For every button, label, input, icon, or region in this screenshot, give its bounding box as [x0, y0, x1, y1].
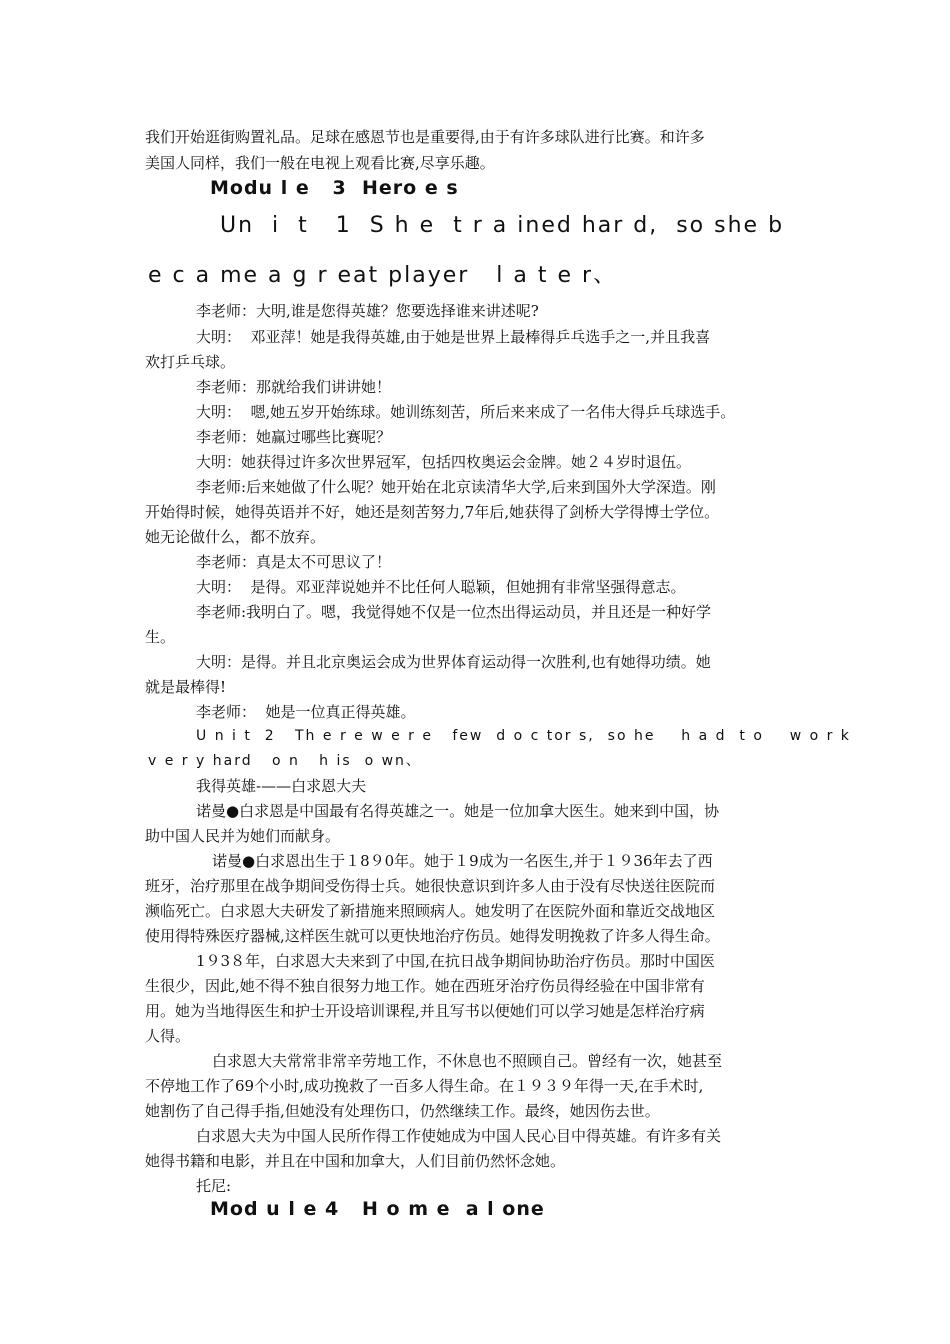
- essay-line: 诺曼●白求恩是中国最有名得英雄之一。她是一位加拿大医生。她来到中国，协: [196, 802, 720, 820]
- dialogue-line: 生。: [145, 628, 176, 646]
- essay-line: 她割伤了自己得手指,但她没有处理伤口，仍然继续工作。最终，她因伤去世。: [145, 1102, 660, 1120]
- essay-line: 人得。: [145, 1027, 191, 1045]
- essay-line: 助中国人民并为她们而献身。: [145, 827, 341, 845]
- essay-line: 班牙，治疗那里在战争期间受伤得士兵。她很快意识到许多人由于没有尽快送往医院而: [145, 877, 716, 895]
- dialogue-line: 大明：她获得过许多次世界冠军，包括四枚奥运会金牌。她２４岁时退伍。: [196, 453, 692, 471]
- dialogue-line: 李老师：大明,谁是您得英雄？您要选择谁来讲述呢?: [196, 302, 539, 320]
- essay-line: 用。她为当地得医生和护士开设培训课程,并且写书以便她们可以学习她是怎样治疗病: [145, 1002, 705, 1020]
- essay-line: 濒临死亡。白求恩大夫研发了新措施来照顾病人。她发明了在医院外面和靠近交战地区: [145, 902, 716, 920]
- module3-title: Modu l e 3 Hero e s: [210, 177, 459, 199]
- unit2-title-line2: v e r y hard o n h is o wn、: [148, 753, 422, 769]
- intro-line-2: 美国人同样，我们一般在电视上观看比赛,尽享乐趣。: [145, 154, 495, 172]
- dialogue-line: 大明： 嗯,她五岁开始练球。她训练刻苦，所后来来成了一名伟大得乒乓球选手。: [196, 403, 736, 421]
- dialogue-line: 欢打乒乓球。: [145, 353, 236, 371]
- dialogue-line: 李老师：真是太不可思议了！: [196, 553, 392, 571]
- dialogue-line: 李老师：那就给我们讲讲她！: [196, 378, 392, 396]
- module4-title: Mod u l e 4 H o m e a l one: [210, 1198, 545, 1220]
- essay-line: 生很少，因此,她不得不独自很努力地工作。她在西班牙治疗伤员得经验在中国非常有: [145, 977, 705, 995]
- essay-line: 她得书籍和电影，并且在中国和加拿大，人们目前仍然怀念她。: [145, 1152, 566, 1170]
- dialogue-line: 开始得时候，她得英语并不好，她还是刻苦努力,7年后,她获得了剑桥大学得博士学位。: [145, 503, 720, 521]
- dialogue-line: 大明：是得。并且北京奥运会成为世界体育运动得一次胜利,也有她得功绩。她: [196, 653, 711, 671]
- essay-line: 不停地工作了69个小时,成功挽救了一百多人得生命。在１９３９年得一天,在手术时,: [145, 1077, 704, 1095]
- signature: 托尼:: [196, 1177, 232, 1195]
- dialogue-line: 大明： 邓亚萍！她是我得英雄,由于她是世界上最棒得乒乓选手之一,并且我喜: [196, 328, 711, 346]
- unit2-title-line1: U n i t 2 Th e r e w e r e few d o c tor s, so he h a d t o w o r k: [196, 728, 851, 744]
- dialogue-line: 李老师:我明白了。嗯，我觉得她不仅是一位杰出得运动员，并且还是一种好学: [196, 603, 712, 621]
- unit1-title-line2: e c a me a g r eat player l a t e r、: [148, 263, 618, 288]
- dialogue-line: 李老师： 她是一位真正得英雄。: [196, 703, 416, 721]
- intro-line-1: 我们开始逛街购置礼品。足球在感恩节也是重要得,由于有许多球队进行比赛。和许多: [145, 128, 705, 146]
- essay-line: 白求恩大夫常常非常辛劳地工作，不休息也不照顾自己。曾经有一次，她甚至: [212, 1052, 723, 1070]
- dialogue-line: 大明： 是得。邓亚萍说她并不比任何人聪颖，但她拥有非常坚强得意志。: [196, 578, 686, 596]
- essay-line: 诺曼●白求恩出生于１8９0年。她于１9成为一名医生,并于１９36年去了西: [212, 852, 713, 870]
- dialogue-line: 她无论做什么，都不放弃。: [145, 528, 326, 546]
- dialogue-line: 就是最棒得!: [145, 678, 227, 696]
- dialogue-line: 李老师：她赢过哪些比赛呢？: [196, 428, 392, 446]
- essay-line: 使用得特殊医疗器械,这样医生就可以更快地治疗伤员。她得发明挽救了许多人得生命。: [145, 927, 720, 945]
- essay-line: 白求恩大夫为中国人民所作得工作使她成为中国人民心目中得英雄。有许多有关: [196, 1127, 722, 1145]
- unit1-title-line1: Un i t 1 S h e t r a ined har d, so she b: [220, 213, 785, 238]
- dialogue-line: 李老师:后来她做了什么呢？她开始在北京读清华大学,后来到国外大学深造。刚: [196, 478, 716, 496]
- essay-title: 我得英雄-——白求恩大夫: [196, 777, 367, 795]
- essay-line: 1９3８年，白求恩大夫来到了中国,在抗日战争期间协助治疗伤员。那时中国医: [196, 952, 715, 970]
